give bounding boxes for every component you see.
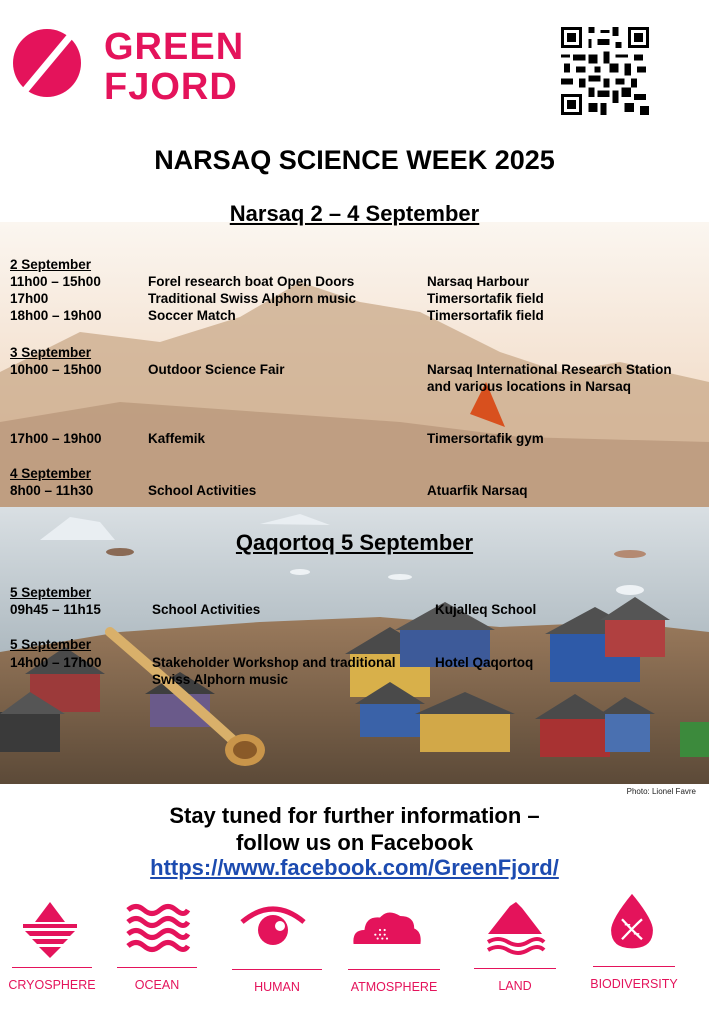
event-time: 8h00 – 11h30 (10, 483, 94, 498)
date-label: 5 September (10, 585, 92, 600)
theme-label-cryosphere: CRYOSPHERE (8, 978, 96, 992)
facebook-link[interactable]: https://www.facebook.com/GreenFjord/ (150, 855, 559, 880)
theme-divider (348, 969, 440, 970)
cloud-icon (352, 900, 422, 960)
event-location: Timersortafik field (427, 291, 544, 306)
event-location: Atuarfik Narsaq (427, 483, 528, 498)
qr-code-icon[interactable] (561, 27, 649, 115)
brand-name-line1: GREEN (104, 26, 245, 68)
eye-icon (238, 900, 308, 960)
photo-credit: Photo: Lionel Favre (626, 787, 696, 796)
event-title: Traditional Swiss Alphorn music (148, 291, 357, 306)
event-location: Kujalleq School (435, 602, 537, 617)
footer-line1: Stay tuned for further information – (169, 803, 540, 828)
event-location: Timersortafik field (427, 308, 544, 323)
event-location: Hotel Qaqortoq (435, 655, 534, 670)
theme-divider (232, 969, 322, 970)
dna-drop-icon (597, 892, 667, 952)
theme-divider (12, 967, 92, 968)
waves-icon (122, 900, 192, 960)
brand-name-line2: FJORD (104, 66, 238, 108)
event-time: 17h00 (10, 291, 49, 306)
event-title: Soccer Match (148, 308, 236, 323)
theme-label-ocean: OCEAN (134, 978, 180, 992)
page-title: NARSAQ SCIENCE WEEK 2025 (154, 145, 555, 175)
event-title: Forel research boat Open Doors (148, 274, 355, 289)
event-title: School Activities (148, 483, 257, 498)
section-heading-narsaq: Narsaq 2 – 4 September (229, 201, 480, 226)
event-title: Outdoor Science Fair (148, 362, 285, 377)
theme-divider (474, 968, 556, 969)
date-label: 4 September (10, 466, 92, 481)
event-time: 14h00 – 17h00 (10, 655, 102, 670)
section-heading-qaqortoq: Qaqortoq 5 September (235, 530, 474, 555)
event-location: Timersortafik gym (427, 431, 544, 446)
theme-label-human: HUMAN (254, 980, 300, 994)
date-label: 2 September (10, 257, 92, 272)
theme-divider (117, 967, 197, 968)
footer-line2: follow us on Facebook (235, 830, 474, 855)
theme-label-biodiversity: BIODIVERSITY (590, 977, 678, 991)
event-time: 11h00 – 15h00 (10, 274, 101, 289)
greenfjord-logo-icon (12, 28, 82, 98)
event-location: Narsaq Harbour (427, 274, 530, 289)
theme-label-land: LAND (498, 979, 532, 993)
event-time: 17h00 – 19h00 (10, 431, 102, 446)
event-title: Stakeholder Workshop and traditional Swiss Alphorn music (152, 655, 396, 687)
date-label: 5 September (10, 637, 92, 652)
theme-label-atmosphere: ATMOSPHERE (350, 980, 438, 994)
event-location: Narsaq International Research Station and various locations in Narsaq (427, 362, 672, 394)
event-title: Kaffemik (148, 431, 206, 446)
event-title: School Activities (152, 602, 261, 617)
iceberg-icon (15, 900, 85, 960)
mountain-icon (480, 898, 550, 958)
event-time: 18h00 – 19h00 (10, 308, 102, 323)
event-time: 09h45 – 11h15 (10, 602, 101, 617)
theme-divider (593, 966, 675, 967)
event-time: 10h00 – 15h00 (10, 362, 102, 377)
date-label: 3 September (10, 345, 92, 360)
